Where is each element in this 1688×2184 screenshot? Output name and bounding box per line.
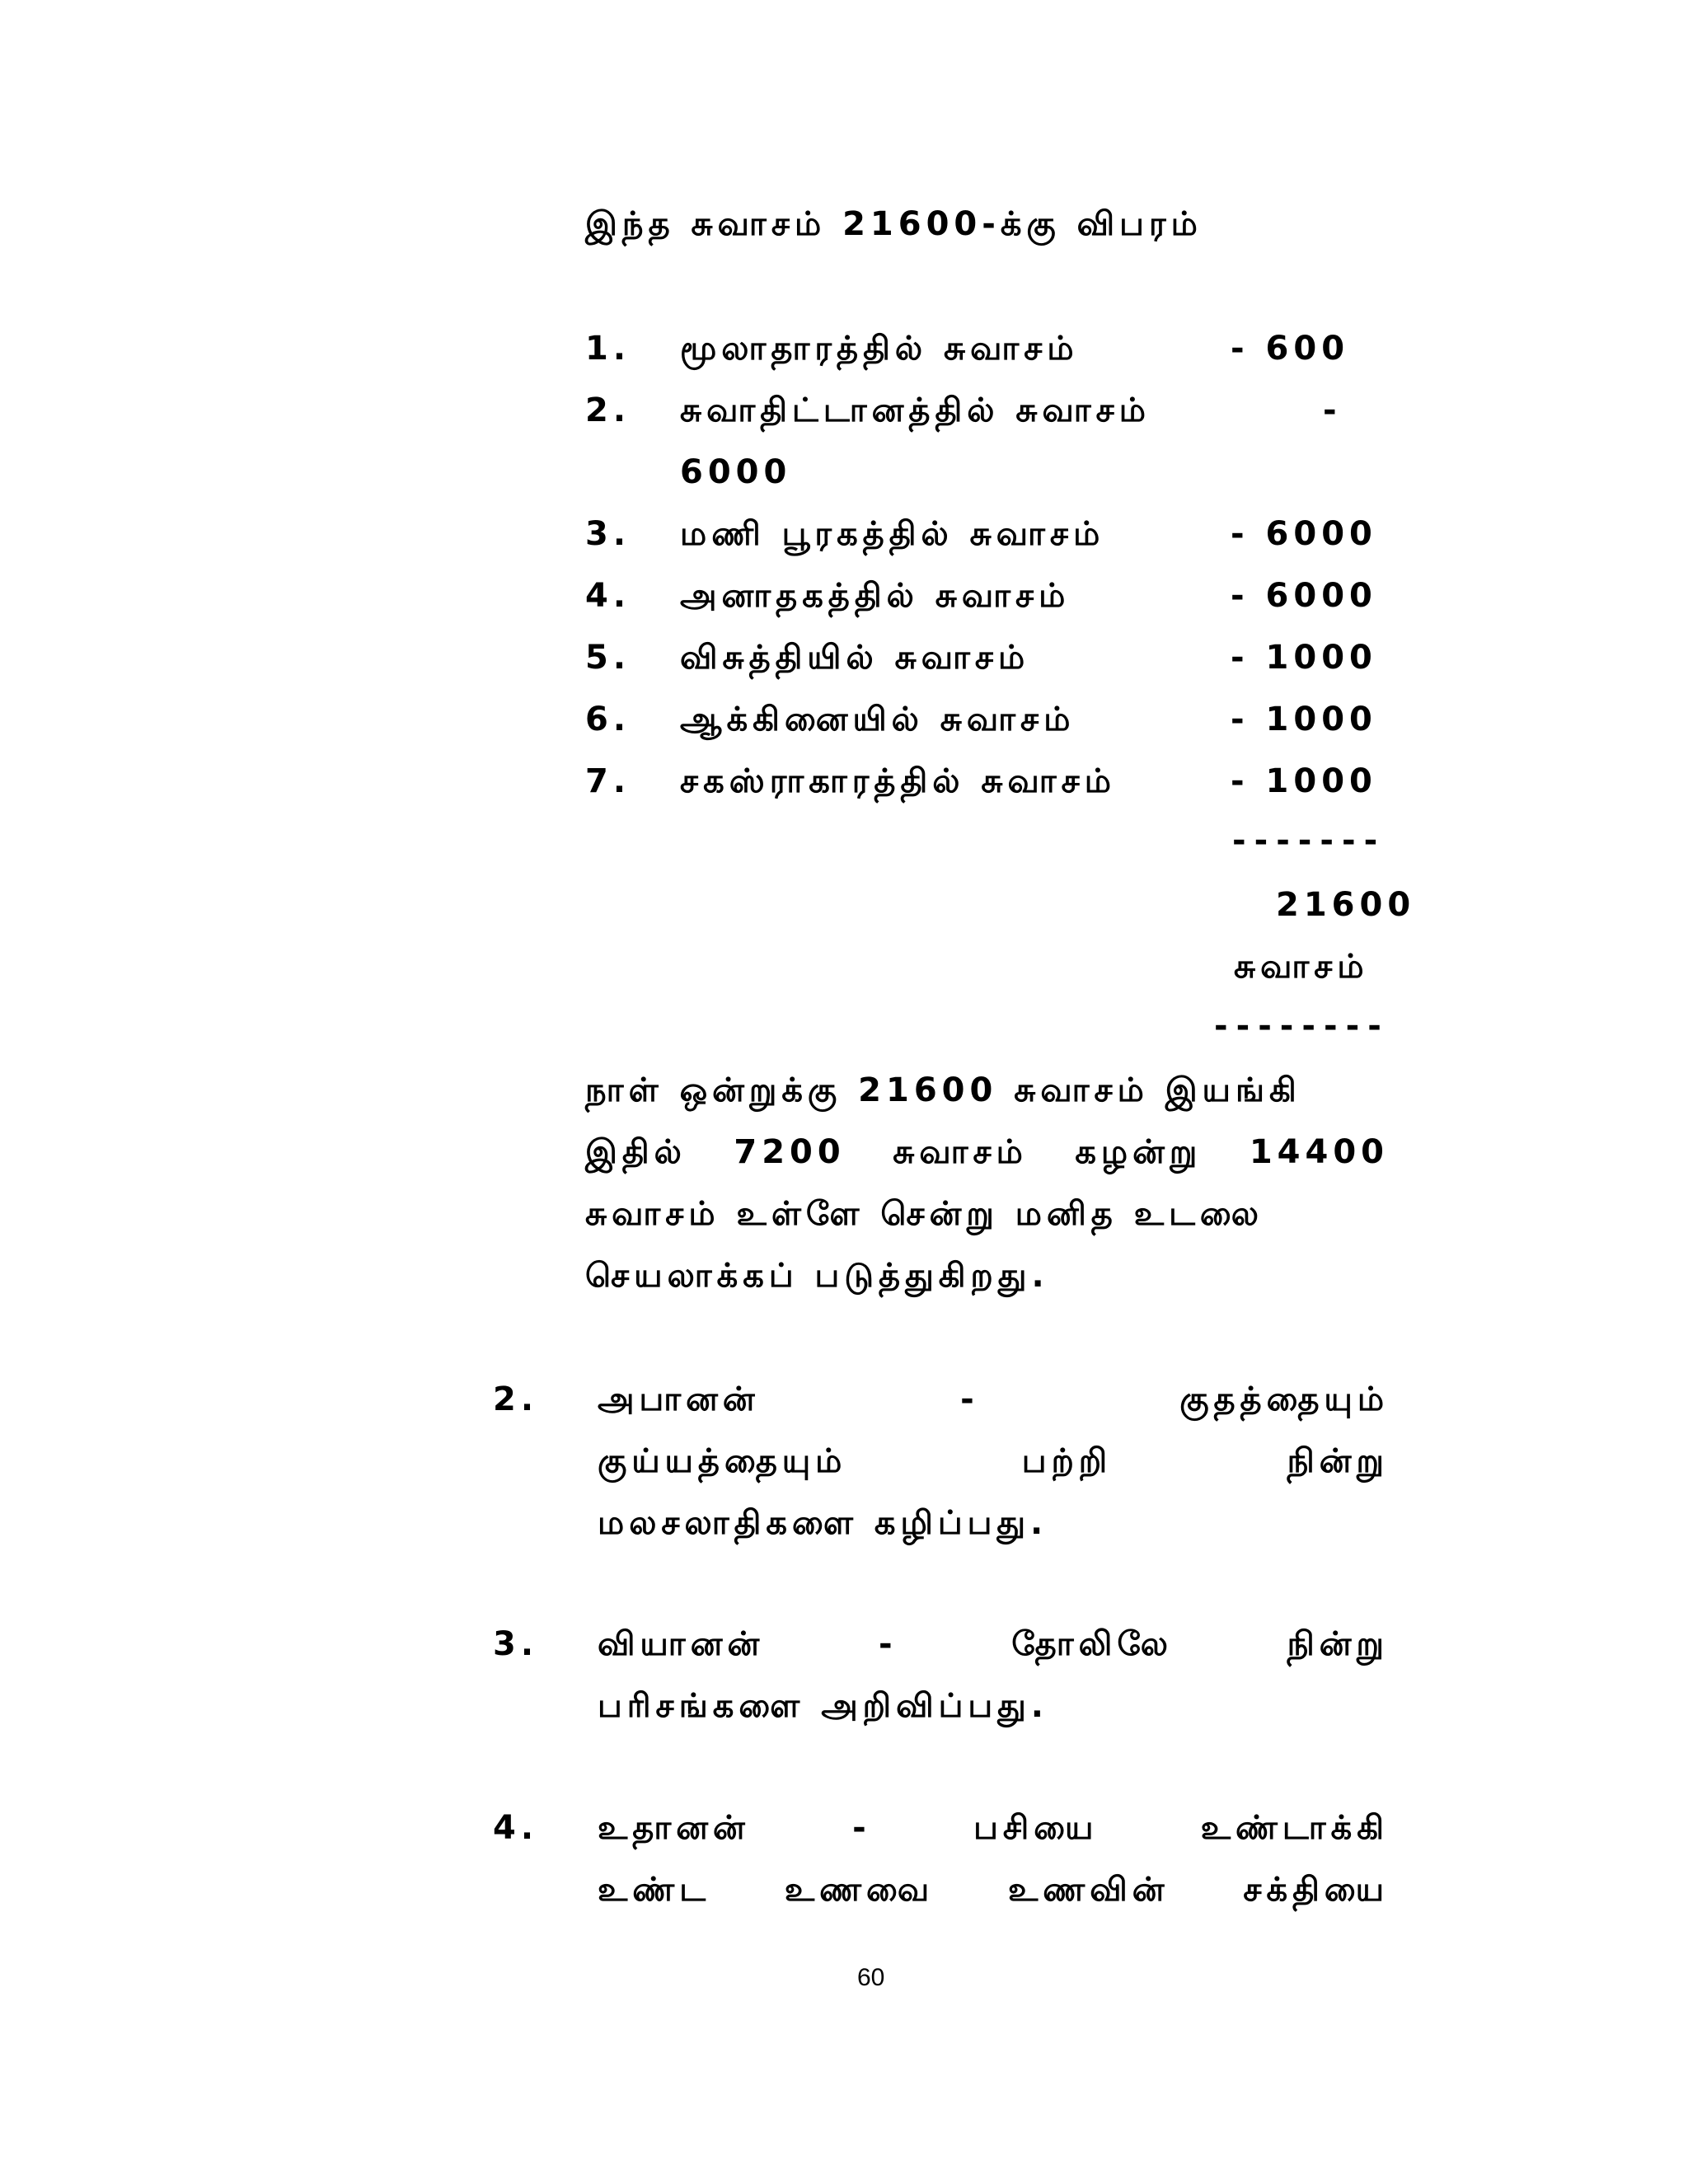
section-line-justified (598, 1871, 1389, 1909)
section-word: பசியை (973, 1809, 1099, 1847)
table-row-number: 1. (585, 330, 631, 368)
section-line-justified (598, 1380, 1389, 1418)
table-row-number: 2. (585, 391, 631, 429)
section-word: வியானன் (598, 1625, 765, 1663)
paragraph-word: இதில் (585, 1133, 687, 1171)
table-row-value-wrapped: 6000 (680, 453, 792, 491)
table-row-number: 6. (585, 701, 631, 738)
section-word: உண்டாக்கி (1200, 1809, 1389, 1847)
section-word: உணவை (784, 1871, 935, 1909)
section-line: பரிசங்களை அறிவிப்பது. (598, 1687, 1048, 1725)
table-row-number: 7. (585, 762, 631, 800)
section-word: சக்தியை (1243, 1871, 1389, 1909)
table-row-label: ஆக்கினையில் சுவாசம் (680, 701, 1076, 738)
section-word: உணவின் (1008, 1871, 1170, 1909)
paragraph-line: சுவாசம் உள்ளே சென்று மனித உடலை (585, 1195, 1264, 1233)
total-value: 21600 (1276, 886, 1416, 924)
section-word: அபானன் (598, 1380, 760, 1418)
section-word: - (878, 1625, 898, 1663)
section-word: பற்றி (1021, 1442, 1113, 1480)
table-row-value: - 1000 (1231, 701, 1377, 738)
section-word: குய்யத்தையும் (598, 1442, 847, 1480)
section-number: 2. (493, 1380, 539, 1418)
table-row-number: 5. (585, 639, 631, 677)
section-word: - (960, 1380, 979, 1418)
section-number: 3. (493, 1625, 539, 1663)
table-row-value: - 6000 (1231, 515, 1377, 553)
section-line-justified (598, 1809, 1389, 1847)
table-row-label: மணி பூரகத்தில் சுவாசம் (680, 515, 1105, 553)
section-word: - (852, 1809, 871, 1847)
table-row-value: - 1000 (1231, 762, 1377, 800)
section-heading: இந்த சுவாசம் 21600-க்கு விபரம் (585, 205, 1203, 243)
paragraph-word: சுவாசம் (893, 1133, 1028, 1171)
paragraph-word: 7200 (734, 1133, 846, 1171)
section-word: நின்று (1287, 1625, 1389, 1663)
table-row-label: அனாதகத்தில் சுவாசம் (680, 577, 1071, 615)
paragraph-word: கழன்று (1075, 1133, 1203, 1171)
table-row-label: விசுத்தியில் சுவாசம் (680, 639, 1030, 677)
paragraph-word: 14400 (1249, 1133, 1389, 1171)
section-word: உண்ட (598, 1871, 711, 1909)
table-row-number: 3. (585, 515, 631, 553)
table-row-value: - 6000 (1231, 577, 1377, 615)
table-row-value: - 1000 (1231, 639, 1377, 677)
section-line-justified (598, 1625, 1389, 1663)
section-word: உதானன் (598, 1809, 750, 1847)
section-word: குதத்தையும் (1179, 1380, 1389, 1418)
paragraph-line: நாள் ஒன்றுக்கு 21600 சுவாசம் இயங்கி (585, 1071, 1301, 1109)
sum-rule-bottom: -------- (1214, 1007, 1390, 1045)
table-row-value: - (1323, 391, 1342, 429)
table-row-number: 4. (585, 577, 631, 615)
section-line-justified (598, 1442, 1389, 1480)
paragraph-line-justified (585, 1133, 1389, 1171)
section-number: 4. (493, 1809, 539, 1847)
total-unit: சுவாசம் (1234, 948, 1369, 986)
paragraph-line: செயலாக்கப் படுத்துகிறது. (585, 1257, 1049, 1295)
page-number: 60 (857, 1964, 885, 1991)
table-row-label: மூலாதாரத்தில் சுவாசம் (680, 330, 1079, 368)
section-line: மலசலாதிகளை கழிப்பது. (598, 1504, 1048, 1542)
section-word: தோலிலே (1011, 1625, 1173, 1663)
table-row-value: - 600 (1231, 330, 1350, 368)
table-row-label: சுவாதிட்டானத்தில் சுவாசம் (680, 391, 1151, 429)
table-row-label: சகஸ்ராகாரத்தில் சுவாசம் (680, 762, 1116, 800)
sum-rule-top: ------- (1232, 822, 1386, 860)
section-word: நின்று (1287, 1442, 1389, 1480)
